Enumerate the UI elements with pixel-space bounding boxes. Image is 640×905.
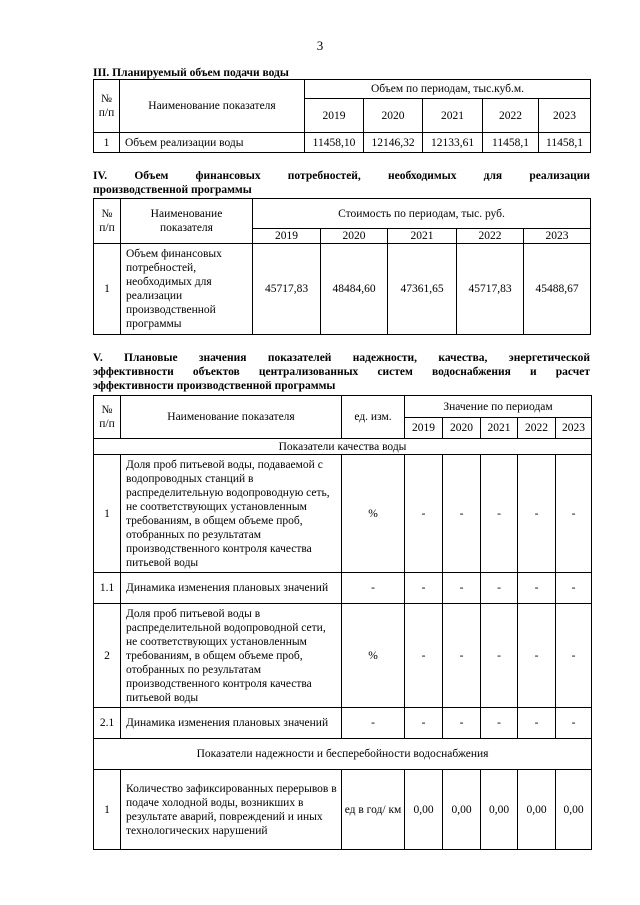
row-unit: - [342,708,405,739]
col-no-header: № п/п [94,199,121,244]
row-value: 11458,1 [483,133,539,153]
row-value: - [481,604,518,708]
row-no: 2 [94,604,121,708]
row-value: 0,00 [443,770,481,850]
row-value: - [556,573,592,604]
row-value: - [443,573,481,604]
section3-heading: III. Планируемый объем подачи воды [93,67,289,79]
row-value: - [518,708,556,739]
year-header: 2023 [539,99,591,133]
row-unit: % [342,455,405,573]
row-value: 47361,65 [388,244,457,335]
row-value: - [405,573,443,604]
year-header: 2022 [457,229,524,244]
row-value: - [481,708,518,739]
row-value: - [443,455,481,573]
group-row-reliability: Показатели надежности и бесперебойности водоснабжения [94,739,592,770]
year-header: 2022 [518,418,556,439]
row-no: 1 [94,455,121,573]
section5-heading-line1: V. Плановые значения показателей надежности, качества, энергетической [93,352,590,364]
row-value: - [481,455,518,573]
col-group-header: Стоимость по периодам, тыс. руб. [253,199,591,229]
col-name-header: Наименование показателя [121,199,253,244]
table-row [94,244,591,335]
col-name-header: Наименование показателя [121,396,342,439]
row-value: 11458,1 [539,133,591,153]
row-value: - [405,455,443,573]
section4-heading-line1: IV. Объем финансовых потребностей, необходимых для реализации [93,170,590,182]
row-value: 0,00 [556,770,592,850]
row-value: - [556,708,592,739]
year-header: 2023 [556,418,592,439]
section5-heading-line2: эффективности объектов централизованных систем водоснабжения и расчет [93,366,590,378]
section4-heading-line2: производственной программы [93,184,252,196]
row-unit: % [342,604,405,708]
year-header: 2022 [483,99,539,133]
row-value: 0,00 [481,770,518,850]
col-no-header: № п/п [94,396,121,439]
row-value: 0,00 [518,770,556,850]
col-group-header: Объем по периодам, тыс.куб.м. [305,80,591,99]
row-value: - [518,573,556,604]
row-value: 45488,67 [524,244,591,335]
row-value: - [556,455,592,573]
year-header: 2019 [405,418,443,439]
section5-table [93,395,592,850]
row-value: - [518,455,556,573]
row-value: - [443,604,481,708]
row-value: 12146,32 [364,133,423,153]
col-no-header: № п/п [94,80,120,133]
row-name: Количество зафиксированных перерывов в подаче холодной воды, возникших в результате аварий, повреждений и иных технологических нарушений [121,770,342,850]
year-header: 2021 [388,229,457,244]
year-header: 2019 [305,99,364,133]
row-value: 0,00 [405,770,443,850]
table-row [94,708,592,739]
row-name: Динамика изменения плановых значений [121,708,342,739]
row-value: - [556,604,592,708]
group-row-quality: Показатели качества воды [94,439,592,455]
row-name: Динамика изменения плановых значений [121,573,342,604]
row-name: Объем финансовых потребностей, необходимых для реализации производственной программы [121,244,253,335]
row-name: Объем реализации воды [120,133,305,153]
year-header: 2020 [443,418,481,439]
col-group-header: Значение по периодам [405,396,592,418]
row-value: 11458,10 [305,133,364,153]
row-unit: ед в год/ км [342,770,405,850]
row-value: 45717,83 [253,244,321,335]
row-value: 48484,60 [321,244,388,335]
year-header: 2020 [321,229,388,244]
section5-heading-line3: эффективности производственной программы [93,380,336,392]
row-value: - [443,708,481,739]
year-header: 2023 [524,229,591,244]
section4-table [93,198,591,335]
row-name: Доля проб питьевой воды, подаваемой с водопроводных станций в распределительную водопроводную сеть, не соответствующих установленным требованиям, в общем объеме проб, отобранных по результатам производственного контроля качества питьевой воды [121,455,342,573]
table-row [94,770,592,850]
row-no: 1.1 [94,573,121,604]
row-value: 45717,83 [457,244,524,335]
table-row [94,455,592,573]
section3-table [93,79,591,153]
table-row [94,573,592,604]
year-header: 2020 [364,99,423,133]
page-number: 3 [316,38,324,53]
year-header: 2021 [423,99,483,133]
row-value: - [518,604,556,708]
year-header: 2019 [253,229,321,244]
col-name-header: Наименование показателя [120,80,305,133]
col-unit-header: ед. изм. [342,396,405,439]
row-value: - [481,573,518,604]
row-no: 2.1 [94,708,121,739]
row-value: - [405,708,443,739]
row-value: 12133,61 [423,133,483,153]
year-header: 2021 [481,418,518,439]
row-no: 1 [94,244,121,335]
row-unit: - [342,573,405,604]
table-row [94,604,592,708]
row-name: Доля проб питьевой воды в распределительной водопроводной сети, не соответствующих установленным требованиям, в общем объеме проб, отобранных по результатам производственного контроля качества питьевой воды [121,604,342,708]
table-row [94,133,591,153]
row-no: 1 [94,133,120,153]
row-value: - [405,604,443,708]
row-no: 1 [94,770,121,850]
